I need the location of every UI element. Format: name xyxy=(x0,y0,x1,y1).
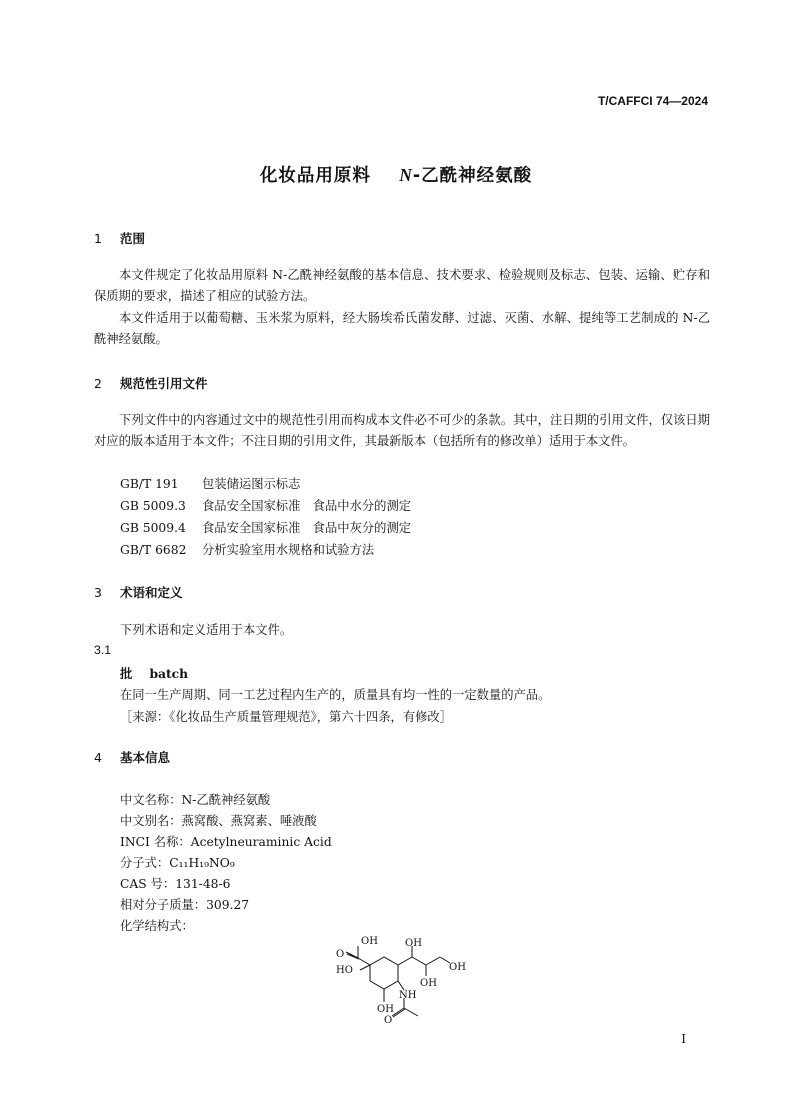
label-oh-right: OH xyxy=(449,962,466,973)
reference-code: GB 5009.4 xyxy=(120,521,186,535)
reference-name: 分析实验室用水规格和试验方法 xyxy=(202,543,375,557)
title-rest: -乙酰神经氨酸 xyxy=(412,166,533,186)
standard-code: T/CAFFCI 74—2024 xyxy=(597,94,708,108)
section-number: 4 xyxy=(94,750,102,765)
section-3-paragraph: 下列术语和定义适用于本文件。 xyxy=(120,623,293,637)
reference-item xyxy=(120,518,411,536)
reference-item xyxy=(120,474,300,492)
subsection-number: 3.1 xyxy=(94,643,112,657)
term-cn: 批 xyxy=(120,666,133,681)
section-1-heading xyxy=(94,229,145,247)
section-2-heading xyxy=(94,374,208,392)
info-inci-name: INCI 名称：Acetylneuraminic Acid xyxy=(120,835,332,849)
label-nh: NH xyxy=(399,990,417,1001)
term-en: batch xyxy=(149,666,189,681)
section-1-paragraph-1: 本文件规定了化妆品用原料 N-乙酰神经氨酸的基本信息、技术要求、检验规则及标志、包装、运输、贮存和保质期的要求，描述了相应的试验方法。 xyxy=(94,268,710,303)
term-definition: 在同一生产周期、同一工艺过程内生产的，质量具有均一性的一定数量的产品。 xyxy=(120,688,551,702)
reference-name: 包装储运图示标志 xyxy=(202,477,301,491)
section-title: 范围 xyxy=(120,231,146,246)
info-formula: 分子式：C₁₁H₁₉NO₉ xyxy=(120,856,235,870)
section-number: 2 xyxy=(94,376,102,391)
label-o-amide: O xyxy=(384,1015,393,1026)
label-o-carbonyl: O xyxy=(336,949,345,960)
section-1-paragraph-2: 本文件适用于以葡萄糖、玉米浆为原料，经大肠埃希氏菌发酵、过滤、灭菌、水解、提纯等工艺制成的 N-乙酰神经氨酸。 xyxy=(94,311,710,346)
info-cas: CAS 号：131-48-6 xyxy=(120,877,231,891)
reference-code: GB 5009.3 xyxy=(120,499,186,513)
title-italic-n: N xyxy=(399,165,413,185)
section-number: 1 xyxy=(94,231,102,246)
info-molecular-mass: 相对分子质量：309.27 xyxy=(120,898,250,912)
page-number: I xyxy=(681,1032,686,1046)
reference-item xyxy=(120,496,411,514)
info-alias: 中文别名：燕窝酸、燕窝素、唾液酸 xyxy=(120,814,317,828)
chemical-structure-image xyxy=(332,930,472,1026)
reference-name: 食品安全国家标准 食品中灰分的测定 xyxy=(202,521,412,535)
label-oh-carboxyl: OH xyxy=(361,936,378,947)
term-source: ［来源：《化妆品生产质量管理规范》，第六十四条，有修改］ xyxy=(120,710,453,724)
info-structure-label: 化学结构式： xyxy=(120,919,194,933)
section-3-heading xyxy=(94,583,183,601)
reference-item xyxy=(120,540,374,558)
label-ho: HO xyxy=(336,965,353,976)
label-oh-bottom: OH xyxy=(377,1004,394,1015)
section-title: 规范性引用文件 xyxy=(120,376,208,391)
section-4-heading xyxy=(94,748,170,766)
reference-code: GB/T 6682 xyxy=(120,543,187,557)
section-title: 基本信息 xyxy=(120,750,171,765)
term xyxy=(120,664,188,682)
section-title: 术语和定义 xyxy=(120,585,183,600)
info-chinese-name: 中文名称：N-乙酰神经氨酸 xyxy=(120,793,271,807)
section-2-paragraph: 下列文件中的内容通过文中的规范性引用而构成本文件必不可少的条款。其中，注日期的引用文件，仅该日期对应的版本适用于本文件；不注日期的引用文件，其最新版本（包括所有的修改单）适用于本文件。 xyxy=(94,413,710,448)
section-number: 3 xyxy=(94,585,102,600)
reference-code: GB/T 191 xyxy=(120,477,179,491)
label-oh-top: OH xyxy=(405,938,422,949)
title-main: 化妆品用原料 xyxy=(259,166,371,186)
reference-name: 食品安全国家标准 食品中水分的测定 xyxy=(202,499,412,513)
document-title xyxy=(0,162,792,187)
label-oh-mid: OH xyxy=(420,978,437,989)
